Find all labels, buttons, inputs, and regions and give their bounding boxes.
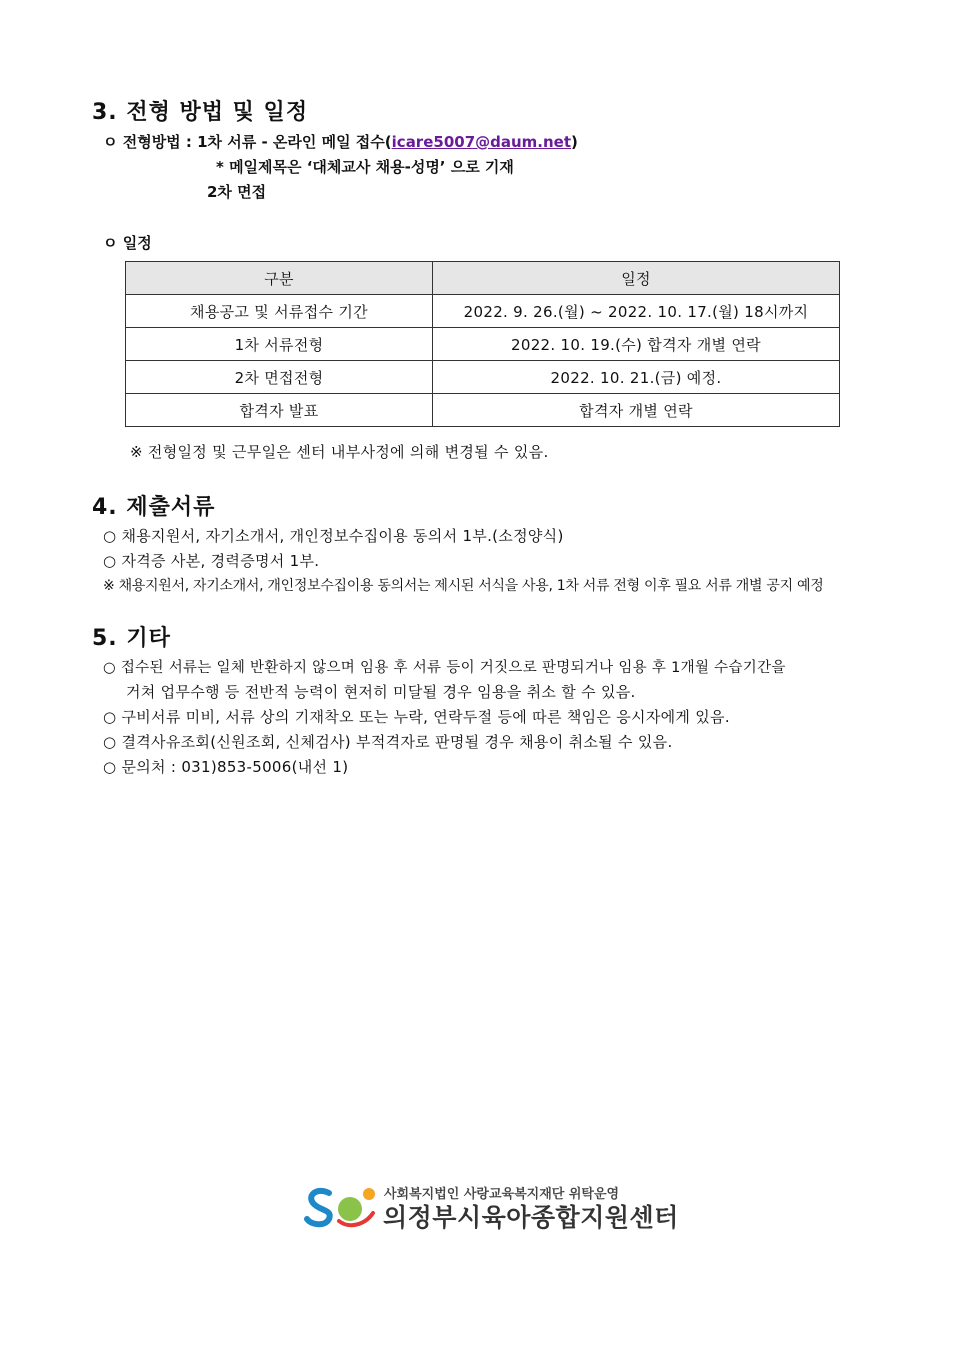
docs-item-1: ○ 채용지원서, 자기소개서, 개인정보수집이용 동의서 1부.(소정양식) <box>103 527 564 545</box>
table-header-row <box>126 262 840 295</box>
table-cell: 합격자 개별 연락 <box>433 394 840 427</box>
table-header-category: 구분 <box>126 262 433 295</box>
logo-name: 의정부시육아종합지원센터 <box>383 1203 679 1232</box>
table-header-schedule: 일정 <box>433 262 840 295</box>
email-link[interactable]: icare5007@daum.net <box>391 133 572 151</box>
method-label: ㅇ 전형방법 : 1차 서류 - 온라인 메일 접수( <box>103 133 392 151</box>
table-cell: 2022. 10. 19.(수) 합격자 개별 연락 <box>433 328 840 361</box>
etc-item-4: ○ 문의처 : 031)853-5006(내선 1) <box>103 758 349 776</box>
table-row <box>126 394 840 427</box>
second-stage: 2차 면접 <box>207 183 267 201</box>
center-logo <box>303 1183 683 1233</box>
section-3-heading: 3. 전형 방법 및 일정 <box>92 100 309 125</box>
method-line <box>103 131 578 152</box>
logo-subtitle: 사회복지법인 사랑교육복지재단 위탁운영 <box>384 1187 620 1202</box>
etc-item-1: ○ 접수된 서류는 일체 반환하지 않으며 임용 후 서류 등이 거짓으로 판명되거나 임용 후 1개월 수습기간을 <box>103 660 786 676</box>
table-cell: 합격자 발표 <box>126 394 433 427</box>
schedule-table <box>125 261 840 427</box>
etc-item-1-cont: 거쳐 업무수행 등 전반적 능력이 현저히 미달될 경우 임용을 취소 할 수 있음. <box>126 683 636 701</box>
table-row <box>126 328 840 361</box>
etc-item-3: ○ 결격사유조회(신원조회, 신체검사) 부적격자로 판명될 경우 채용이 취소될 수 있음. <box>103 733 673 751</box>
mail-note: * 메일제목은 ‘대체교사 채용-성명’ 으로 기재 <box>216 158 514 176</box>
table-row <box>126 295 840 328</box>
logo-mark-icon <box>303 1185 383 1231</box>
table-row <box>126 361 840 394</box>
section-4-heading: 4. 제출서류 <box>92 495 216 520</box>
etc-item-2: ○ 구비서류 미비, 서류 상의 기재착오 또는 누락, 연락두절 등에 따른 책임은 응시자에게 있음. <box>103 708 730 726</box>
table-cell: 채용공고 및 서류접수 기간 <box>126 295 433 328</box>
docs-note: ※ 채용지원서, 자기소개서, 개인정보수집이용 동의서는 제시된 서식을 사용, 1차 서류 전형 이후 필요 서류 개별 공지 예정 <box>103 578 824 594</box>
schedule-label: ㅇ 일정 <box>103 234 152 252</box>
schedule-note: ※ 전형일정 및 근무일은 센터 내부사정에 의해 변경될 수 있음. <box>130 443 549 461</box>
docs-item-2: ○ 자격증 사본, 경력증명서 1부. <box>103 552 320 570</box>
table-cell: 2022. 9. 26.(월) ~ 2022. 10. 17.(월) 18시까지 <box>433 295 840 328</box>
section-5-heading: 5. 기타 <box>92 626 171 651</box>
table-cell: 2022. 10. 21.(금) 예정. <box>433 361 840 394</box>
table-cell: 1차 서류전형 <box>126 328 433 361</box>
table-cell: 2차 면접전형 <box>126 361 433 394</box>
method-close: ) <box>571 133 578 151</box>
